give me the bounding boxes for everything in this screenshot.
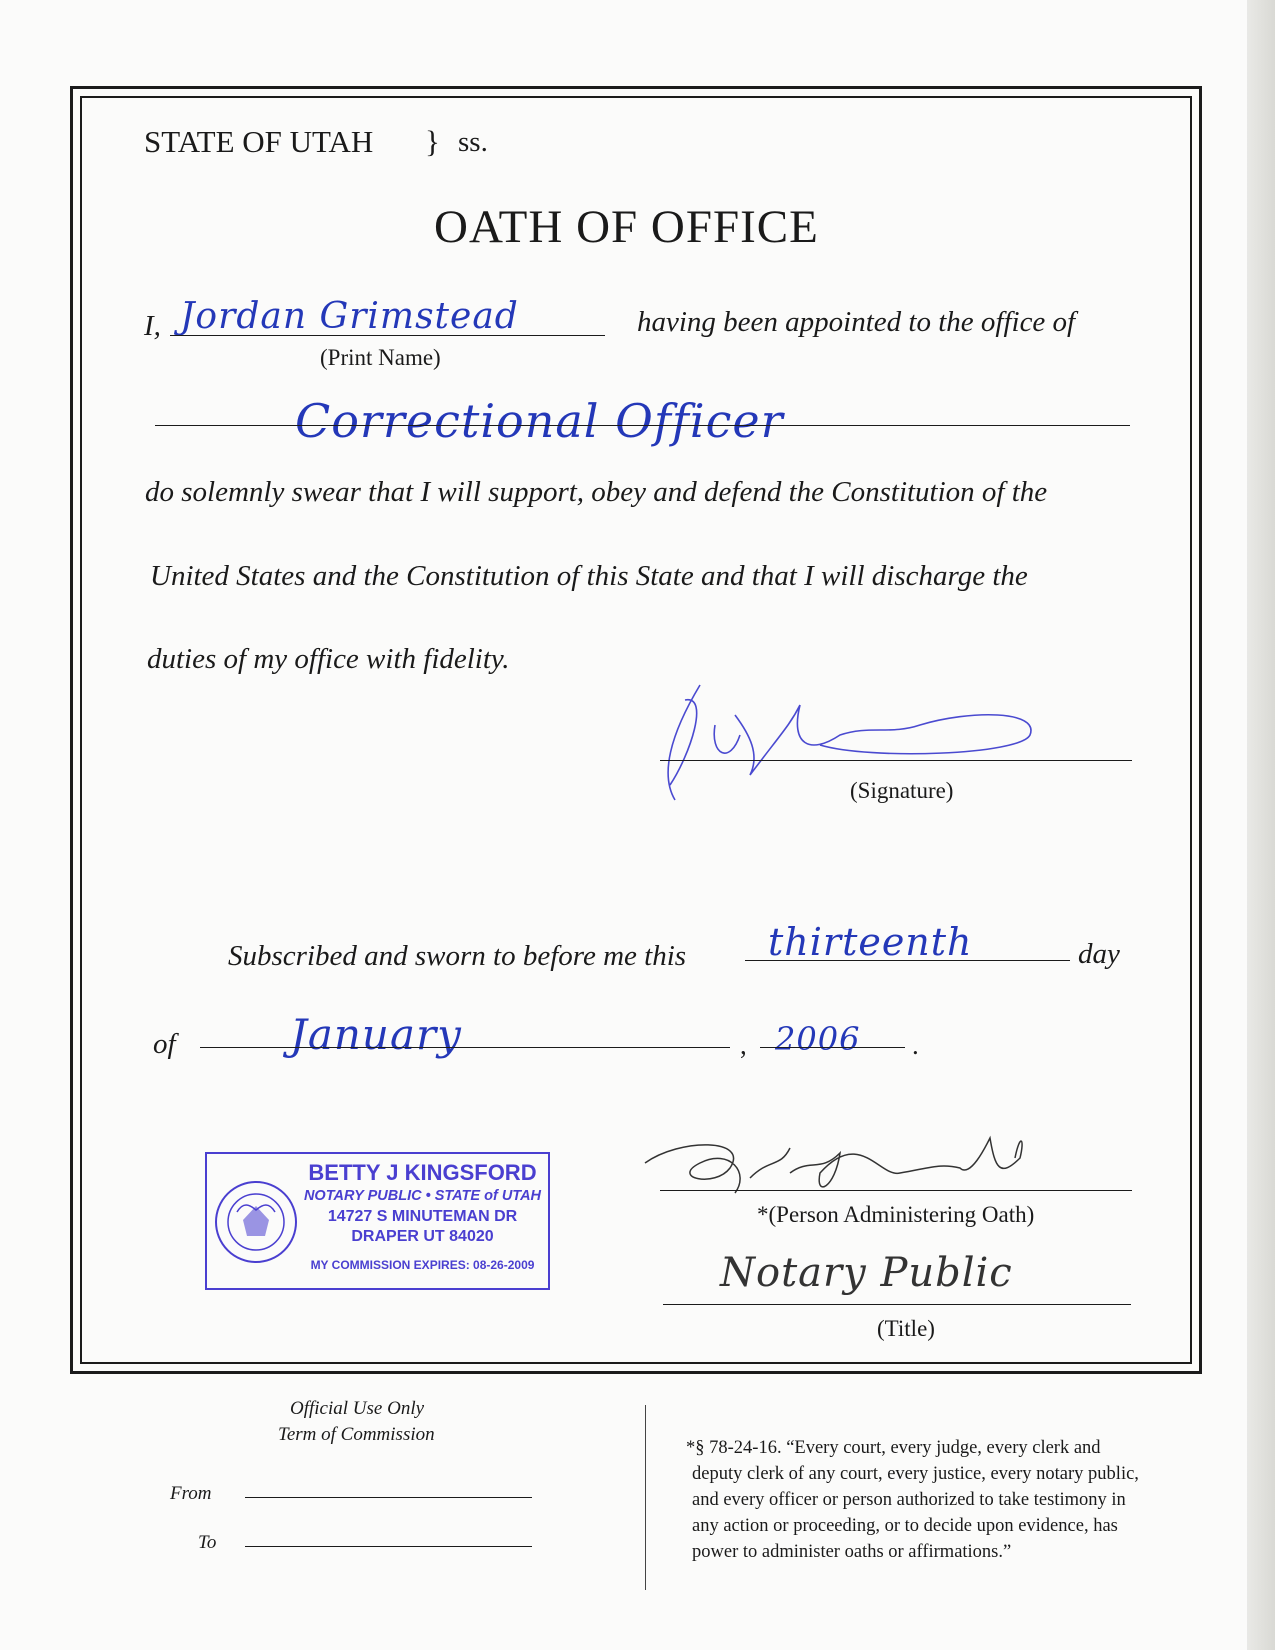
administrator-caption: *(Person Administering Oath)	[757, 1202, 1035, 1227]
sworn-text: Subscribed and sworn to before me this	[228, 940, 687, 972]
term-of-commission-label: Term of Commission	[278, 1424, 435, 1445]
administrator-line	[660, 1190, 1132, 1191]
appointed-text: having been appointed to the office of	[637, 306, 1076, 338]
date-comma: ,	[740, 1030, 747, 1060]
name-line	[170, 335, 605, 336]
notary-name: BETTY J KINGSFORD	[308, 1160, 537, 1185]
statute-line-2: deputy clerk of any court, every justice, every notary public,	[692, 1464, 1139, 1484]
signature-line	[660, 760, 1132, 761]
notary-stamp	[205, 1152, 550, 1290]
from-label: From	[170, 1483, 212, 1504]
state-of-utah: STATE OF UTAH	[144, 124, 374, 159]
oath-prefix: I,	[144, 310, 161, 342]
signature-caption: (Signature)	[850, 778, 954, 803]
handwritten-title: Notary Public	[720, 1250, 1013, 1296]
statute-line-1: *§ 78-24-16. “Every court, every judge, every clerk and	[686, 1438, 1101, 1458]
statute-line-5: power to administer oaths or affirmations.”	[692, 1542, 1012, 1562]
notary-city: DRAPER UT 84020	[351, 1228, 494, 1245]
page-edge-shadow	[1247, 0, 1275, 1650]
statute-line-4: any action or proceeding, or to decide upon evidence, has	[692, 1516, 1118, 1536]
from-line	[245, 1497, 532, 1498]
handwritten-month: January	[290, 1010, 462, 1059]
title-line	[663, 1304, 1131, 1305]
handwritten-year: 2006	[775, 1020, 861, 1058]
ss-label: ss.	[458, 126, 488, 158]
title-caption: (Title)	[877, 1316, 935, 1341]
oath-line-1: do solemnly swear that I will support, obey and defend the Constitution of the	[145, 476, 1048, 508]
to-label: To	[198, 1532, 217, 1553]
of-word: of	[153, 1028, 176, 1060]
print-name-caption: (Print Name)	[320, 345, 441, 370]
state-seal-icon	[213, 1162, 299, 1282]
office-line	[155, 425, 1130, 426]
handwritten-name: Jordan Grimstead	[180, 296, 519, 337]
year-line	[760, 1047, 905, 1048]
page-title: OATH OF OFFICE	[434, 201, 819, 253]
handwritten-day: thirteenth	[768, 920, 973, 964]
day-word: day	[1078, 938, 1120, 970]
oath-line-2: United States and the Constitution of this State and that I will discharge the	[150, 560, 1028, 592]
oath-line-3: duties of my office with fidelity.	[147, 643, 510, 675]
to-line	[245, 1546, 532, 1547]
notary-commission: MY COMMISSION EXPIRES: 08-26-2009	[310, 1258, 535, 1272]
brace: }	[425, 124, 440, 159]
handwritten-office: Correctional Officer	[295, 394, 784, 448]
day-line	[745, 960, 1070, 961]
month-line	[200, 1047, 730, 1048]
statute-line-3: and every officer or person authorized to take testimony in	[692, 1490, 1126, 1510]
footer-divider	[645, 1405, 646, 1590]
official-use-label: Official Use Only	[290, 1398, 425, 1419]
notary-title: NOTARY PUBLIC • STATE of UTAH	[303, 1188, 542, 1204]
date-period: .	[912, 1030, 919, 1060]
notary-address: 14727 S MINUTEMAN DR	[327, 1208, 518, 1225]
